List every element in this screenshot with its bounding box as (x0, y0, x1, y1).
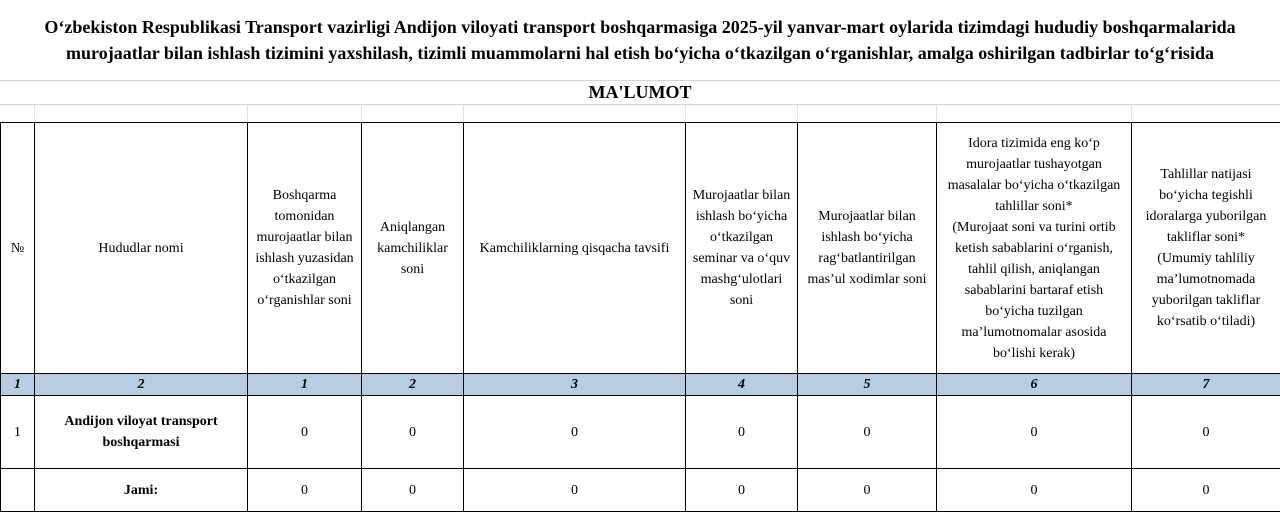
header-line: tahlillar soni* (939, 196, 1129, 217)
grid-line (361, 104, 362, 122)
header-region-name: Hududlar nomi (35, 123, 248, 374)
header-seminars-count: Murojaatlar bilan ishlash bo‘yicha o‘tkazilgan seminar va o‘quv mashg‘ulotlari soni (686, 123, 798, 374)
grid-line (247, 104, 248, 122)
header-staff-count: Murojaatlar bilan ishlash bo‘yicha rag‘batlantirilgan mas’ul xodimlar soni (798, 123, 937, 374)
header-analyses-count (937, 123, 1132, 374)
header-line: sabablarini bartaraf etish (939, 280, 1129, 301)
header-line: takliflar soni* (1134, 227, 1278, 248)
grid-line (936, 104, 937, 122)
column-number: 2 (35, 374, 248, 396)
title-line-2: murojaatlar bilan ishlash tizimini yaxshilash, tizimli muammolarni hal etish bo‘yicha o‘tkazilgan o‘rganishlar, amalga oshirilgan tadbirlar to‘g‘risida (66, 40, 1214, 66)
table-row (1, 396, 1280, 469)
header-line: (Murojaat soni va turini ortib (939, 217, 1129, 238)
row-seminars: 0 (686, 396, 798, 469)
title-line-1: O‘zbekiston Respublikasi Transport vazirligi Andijon viloyati transport boshqarmasiga 2025-yil yanvar-mart oylarida tizimdagi hududiy boshqarmalarida (44, 14, 1235, 40)
grid-line (1131, 104, 1132, 122)
header-line: bo‘yicha tuzilgan (939, 301, 1129, 322)
header-line: ko‘rsatib o‘tiladi) (1134, 311, 1278, 332)
total-row (1, 469, 1280, 512)
total-proposals: 0 (1132, 469, 1280, 512)
row-proposals: 0 (1132, 396, 1280, 469)
header-line: Idora tizimida eng ko‘p (939, 133, 1129, 154)
total-label: Jami: (35, 469, 248, 512)
row-studies: 0 (248, 396, 362, 469)
header-line: masalalar bo‘yicha o‘tkazilgan (939, 175, 1129, 196)
total-studies: 0 (248, 469, 362, 512)
header-line: Tahlillar natijasi (1134, 164, 1278, 185)
row-no: 1 (1, 396, 35, 469)
total-seminars: 0 (686, 469, 798, 512)
header-line: yuborilgan takliflar (1134, 290, 1278, 311)
header-line: murojaatlar tushayotgan (939, 154, 1129, 175)
grid-line (34, 104, 35, 122)
row-region-name: Andijon viloyat transport boshqarmasi (35, 396, 248, 469)
column-number: 5 (798, 374, 937, 396)
total-no (1, 469, 35, 512)
column-number-row (1, 374, 1280, 396)
column-number: 4 (686, 374, 798, 396)
header-line: ketish sabablarini o‘rganish, (939, 238, 1129, 259)
header-line: bo‘lishi kerak) (939, 343, 1129, 364)
header-deficiencies-count: Aniqlangan kamchiliklar soni (362, 123, 464, 374)
row-deficiencies: 0 (362, 396, 464, 469)
document-title (0, 0, 1280, 81)
column-number: 2 (362, 374, 464, 396)
total-deficiencies: 0 (362, 469, 464, 512)
column-number: 1 (248, 374, 362, 396)
report-table (0, 122, 1280, 512)
header-row (1, 123, 1280, 374)
total-description: 0 (464, 469, 686, 512)
column-number: 3 (464, 374, 686, 396)
header-line: (Umumiy tahliliy (1134, 248, 1278, 269)
row-analyses: 0 (937, 396, 1132, 469)
column-number: 7 (1132, 374, 1280, 396)
header-proposals-count (1132, 123, 1280, 374)
header-line: tahlil qilish, aniqlangan (939, 259, 1129, 280)
row-description: 0 (464, 396, 686, 469)
grid-line (463, 104, 464, 122)
header-line: ma’lumotnomalar asosida (939, 322, 1129, 343)
total-staff: 0 (798, 469, 937, 512)
row-staff: 0 (798, 396, 937, 469)
column-number: 1 (1, 374, 35, 396)
header-line: idoralarga yuborilgan (1134, 206, 1278, 227)
grid-line (685, 104, 686, 122)
header-line: ma’lumotnomada (1134, 269, 1278, 290)
header-no: № (1, 123, 35, 374)
grid-line (797, 104, 798, 122)
document-subtitle: MA'LUMOT (0, 83, 1280, 101)
header-studies-count: Boshqarma tomonidan murojaatlar bilan ishlash yuzasidan o‘tkazilgan o‘rganishlar soni (248, 123, 362, 374)
header-line: bo‘yicha tegishli (1134, 185, 1278, 206)
total-analyses: 0 (937, 469, 1132, 512)
column-number: 6 (937, 374, 1132, 396)
header-deficiencies-desc: Kamchiliklarning qisqacha tavsifi (464, 123, 686, 374)
